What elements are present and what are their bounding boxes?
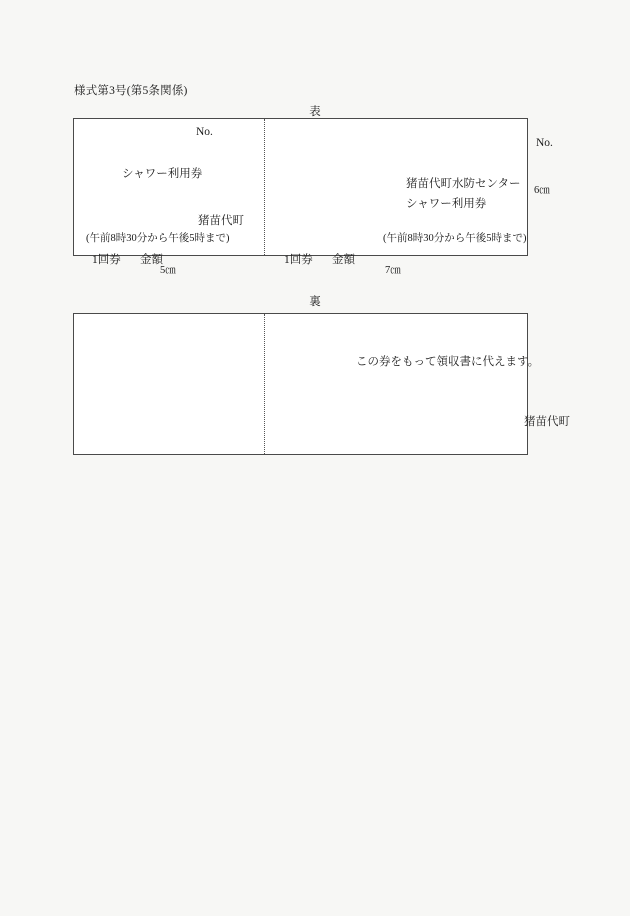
back-town: 猪苗代町 [524,416,570,428]
stub-town: 猪苗代町 [198,215,244,227]
front-ticket-stub [74,119,264,266]
dimension-stub-width: 5㎝ [160,265,176,276]
stub-title: シャワー利用券 [122,168,203,180]
stub-no-label: No. [196,126,213,138]
main-amount-label: 金額 [332,254,355,266]
main-title: シャワー利用券 [406,198,487,210]
dimension-height: 6㎝ [534,185,550,196]
back-section-label: 裏 [309,296,321,308]
stub-hours: (午前8時30分から午後5時まで) [86,233,230,244]
front-section-label: 表 [309,106,321,118]
dimension-main-width: 7㎝ [385,265,401,276]
stub-ticket-label: 1回券 [92,254,121,266]
main-no-label: No. [536,137,553,149]
main-ticket-label: 1回券 [284,254,313,266]
main-hours: (午前8時30分から午後5時まで) [383,233,527,244]
form-number: 様式第3号(第5条関係) [74,85,188,97]
back-receipt-note: この券をもって領収書に代えます。 [356,356,540,368]
back-ticket-stub [74,314,264,454]
back-ticket-box [73,313,570,455]
back-ticket-main [264,314,570,454]
main-organization: 猪苗代町水防センター [406,178,521,190]
stub-amount-label: 金額 [140,254,163,266]
